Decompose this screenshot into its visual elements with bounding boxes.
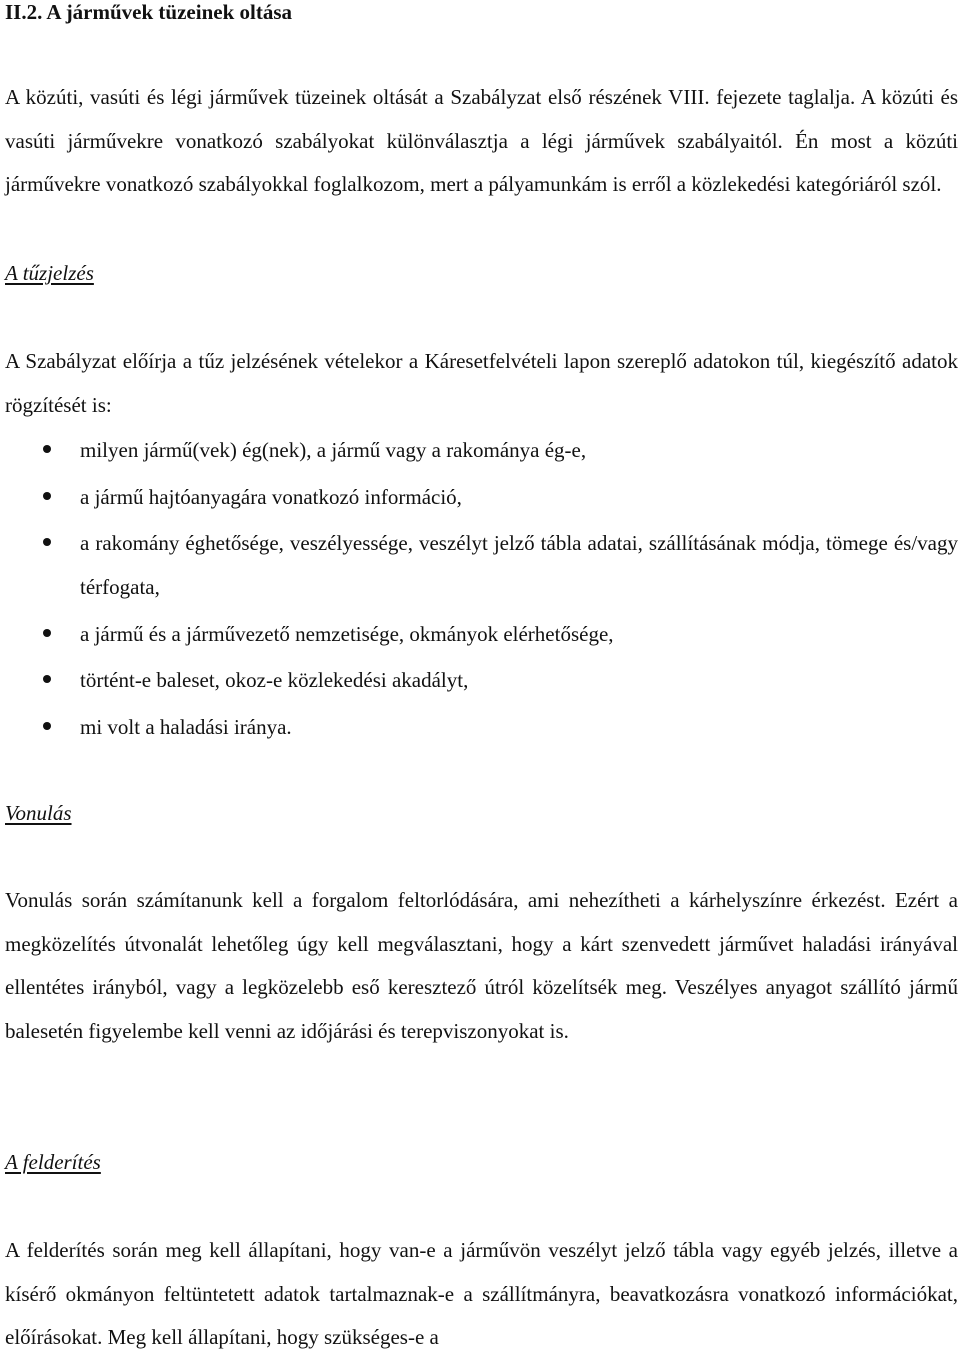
list-item-text: mi volt a haladási iránya. — [80, 714, 292, 739]
tuzjelzes-list — [5, 428, 958, 751]
list-item-text: milyen jármű(vek) ég(nek), a jármű vagy a rakománya ég-e, — [80, 438, 587, 462]
subheading-vonulas: Vonulás — [5, 801, 72, 825]
bullet-icon — [43, 445, 51, 453]
bullet-icon — [43, 629, 51, 637]
section-heading: II.2. A járművek tüzeinek oltása — [5, 0, 293, 24]
felderites-paragraph: A felderítés során meg kell állapítani, hogy van-e a járművön veszélyt jelző tábla vagy egyéb jelzés, illetve a kísérő okmányon feltüntetett adatok tartalmaznak-e a szállítmányra, beavatkozásra vonatkozó információkat, előírásokat. Meg kell állapítani, hogy szükséges-e a — [5, 1238, 958, 1350]
subheading-tuzjelzes: A tűzjelzés — [5, 261, 94, 285]
list-item — [5, 475, 958, 519]
list-item-text: a jármű és a járművezető nemzetisége, okmányok elérhetősége, — [80, 621, 614, 646]
bullet-icon — [43, 722, 51, 730]
bullet-icon — [43, 675, 51, 683]
intro-paragraph: A közúti, vasúti és légi járművek tüzeinek oltását a Szabályzat első részének VIII. fejezete taglalja. A közúti és vasúti járművekre vonatkozó szabályokat különválasztja a légi járművek szabályaitól. Én most a közúti járművekre vonatkozó szabályokkal foglalkozom, mert a pályamunkám is erről a közlekedési kategóriáról szól. — [5, 85, 958, 197]
list-item — [5, 428, 958, 472]
list-item — [5, 658, 958, 702]
bullet-icon — [43, 492, 51, 500]
list-item — [5, 521, 958, 609]
list-item-text: a jármű hajtóanyagára vonatkozó információ, — [80, 484, 462, 509]
list-item-text: a rakomány éghetősége, veszélyessége, veszélyt jelző tábla adatai, szállításának módja, tömege és/vagy térfogata, — [80, 531, 958, 599]
bullet-icon — [43, 538, 51, 546]
list-item — [5, 705, 958, 749]
vonulas-paragraph: Vonulás során számítanunk kell a forgalom feltorlódására, ami nehezítheti a kárhelyszínre érkezést. Ezért a megközelítés útvonalát lehetőleg úgy kell megválasztani, hogy a kárt szenvedett járművet haladási irányával ellentétes irányból, vagy a legközelebb eső keresztező útról közelítsék meg. Veszélyes anyagot szállító jármű balesetén figyelembe kell venni az időjárási és terepviszonyokat is. — [5, 888, 958, 1043]
list-item — [5, 612, 958, 656]
tuzjelzes-paragraph: A Szabályzat előírja a tűz jelzésének vételekor a Káresetfelvételi lapon szereplő adatokon túl, kiegészítő adatok rögzítését is: — [5, 349, 958, 417]
subheading-felderites: A felderítés — [5, 1150, 101, 1174]
list-item-text: történt-e baleset, okoz-e közlekedési akadályt, — [80, 668, 469, 692]
